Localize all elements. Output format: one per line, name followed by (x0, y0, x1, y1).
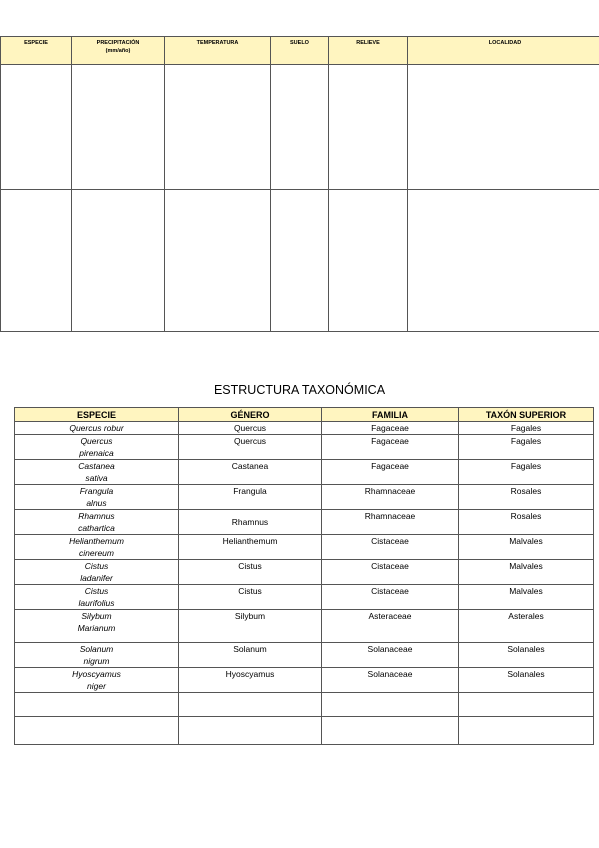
species-cell (15, 485, 179, 510)
taxonomy-row (15, 535, 594, 560)
species-epithet: ladanifer (80, 573, 113, 583)
empty-cell[interactable] (322, 693, 459, 717)
genus-cell: Cistus (179, 585, 322, 610)
species-name: Frangula (79, 486, 114, 496)
habitat-empty-row (1, 65, 599, 190)
genus-cell: Castanea (179, 460, 322, 485)
order-cell: Malvales (459, 560, 594, 585)
header-especie: ESPECIE (1, 37, 72, 65)
taxonomy-row (15, 435, 594, 460)
species-name: Silybum (81, 611, 112, 621)
species-name: Hyoscyamus (72, 669, 121, 679)
species-name: Cistus (84, 586, 109, 596)
species-cell (15, 610, 179, 643)
species-name: Cistus (84, 561, 109, 571)
order-cell: Solanales (459, 668, 594, 693)
species-name: Quercus robur (69, 423, 124, 433)
order-cell: Malvales (459, 535, 594, 560)
family-cell: Cistaceae (322, 585, 459, 610)
species-epithet: laurifolius (78, 598, 115, 608)
empty-cell[interactable] (72, 65, 165, 190)
species-epithet: nigrum (83, 656, 110, 666)
order-cell: Rosales (459, 510, 594, 535)
order-cell: Asterales (459, 610, 594, 643)
empty-cell[interactable] (459, 717, 594, 745)
header-familia: FAMILIA (322, 408, 459, 422)
empty-cell[interactable] (408, 190, 599, 332)
taxonomy-title: ESTRUCTURA TAXONÓMICA (213, 383, 386, 397)
precip-unit: (mm/año) (105, 48, 131, 54)
empty-cell[interactable] (271, 65, 329, 190)
header-relieve: RELIEVE (329, 37, 408, 65)
order-cell: Fagales (459, 435, 594, 460)
empty-cell[interactable] (1, 190, 72, 332)
empty-cell[interactable] (322, 717, 459, 745)
genus-cell: Rhamnus (179, 510, 322, 535)
habitat-table (0, 36, 599, 332)
species-cell (15, 422, 179, 435)
empty-cell[interactable] (179, 693, 322, 717)
taxonomy-row (15, 585, 594, 610)
empty-cell[interactable] (72, 190, 165, 332)
taxonomy-row (15, 510, 594, 535)
order-cell: Fagales (459, 422, 594, 435)
genus-cell: Helianthemum (179, 535, 322, 560)
genus-cell: Quercus (179, 435, 322, 460)
genus-cell: Frangula (179, 485, 322, 510)
family-cell: Fagaceae (322, 422, 459, 435)
header-temperatura: TEMPERATURA (165, 37, 271, 65)
empty-cell[interactable] (165, 65, 271, 190)
species-epithet: cinereum (79, 548, 114, 558)
empty-cell[interactable] (408, 65, 599, 190)
species-name: Rhamnus (78, 511, 115, 521)
species-name: Castanea (78, 461, 115, 471)
taxonomy-row (15, 422, 594, 435)
empty-cell[interactable] (329, 190, 408, 332)
habitat-header-row (1, 37, 599, 65)
taxonomy-row (15, 560, 594, 585)
empty-cell[interactable] (15, 693, 179, 717)
taxonomy-empty-row (15, 717, 594, 745)
header-genero: GÉNERO (179, 408, 322, 422)
genus-cell: Cistus (179, 560, 322, 585)
taxonomy-row (15, 643, 594, 668)
family-cell: Cistaceae (322, 560, 459, 585)
order-cell: Fagales (459, 460, 594, 485)
species-name: Helianthemum (69, 536, 124, 546)
header-especie: ESPECIE (15, 408, 179, 422)
genus-cell: Silybum (179, 610, 322, 643)
species-epithet: sativa (85, 473, 108, 483)
taxonomy-header-row (15, 408, 594, 422)
header-suelo: SUELO (271, 37, 329, 65)
taxonomy-row (15, 485, 594, 510)
species-epithet: niger (87, 681, 106, 691)
species-epithet: Marianum (77, 623, 116, 633)
family-cell: Fagaceae (322, 460, 459, 485)
species-cell (15, 510, 179, 535)
species-cell (15, 460, 179, 485)
taxonomy-row (15, 610, 594, 643)
order-cell: Malvales (459, 585, 594, 610)
species-name: Solanum (79, 644, 114, 654)
taxonomy-table (14, 407, 594, 745)
family-cell: Rhamnaceae (322, 485, 459, 510)
empty-cell[interactable] (15, 717, 179, 745)
species-cell (15, 560, 179, 585)
header-precipitacion: PRECIPITACIÓN (mm/año) (72, 37, 165, 65)
species-cell (15, 668, 179, 693)
empty-cell[interactable] (179, 717, 322, 745)
species-epithet: alnus (86, 498, 107, 508)
order-cell: Solanales (459, 643, 594, 668)
species-epithet: cathartica (78, 523, 115, 533)
empty-cell[interactable] (329, 65, 408, 190)
habitat-empty-row (1, 190, 599, 332)
species-epithet: pirenaica (79, 448, 114, 458)
genus-cell: Hyoscyamus (179, 668, 322, 693)
empty-cell[interactable] (1, 65, 72, 190)
order-cell: Rosales (459, 485, 594, 510)
species-cell (15, 535, 179, 560)
taxonomy-row (15, 460, 594, 485)
header-taxon-superior: TAXÓN SUPERIOR (459, 408, 594, 422)
taxonomy-empty-row (15, 693, 594, 717)
taxonomy-row (15, 668, 594, 693)
empty-cell[interactable] (271, 190, 329, 332)
family-cell: Fagaceae (322, 435, 459, 460)
genus-cell: Quercus (179, 422, 322, 435)
family-cell: Solanaceae (322, 668, 459, 693)
species-name: Quercus (80, 436, 113, 446)
species-cell (15, 435, 179, 460)
header-localidad: LOCALIDAD (408, 37, 599, 65)
family-cell: Solanaceae (322, 643, 459, 668)
empty-cell[interactable] (459, 693, 594, 717)
family-cell: Asteraceae (322, 610, 459, 643)
family-cell: Rhamnaceae (322, 510, 459, 535)
species-cell (15, 585, 179, 610)
family-cell: Cistaceae (322, 535, 459, 560)
species-cell (15, 643, 179, 668)
empty-cell[interactable] (165, 190, 271, 332)
genus-cell: Solanum (179, 643, 322, 668)
